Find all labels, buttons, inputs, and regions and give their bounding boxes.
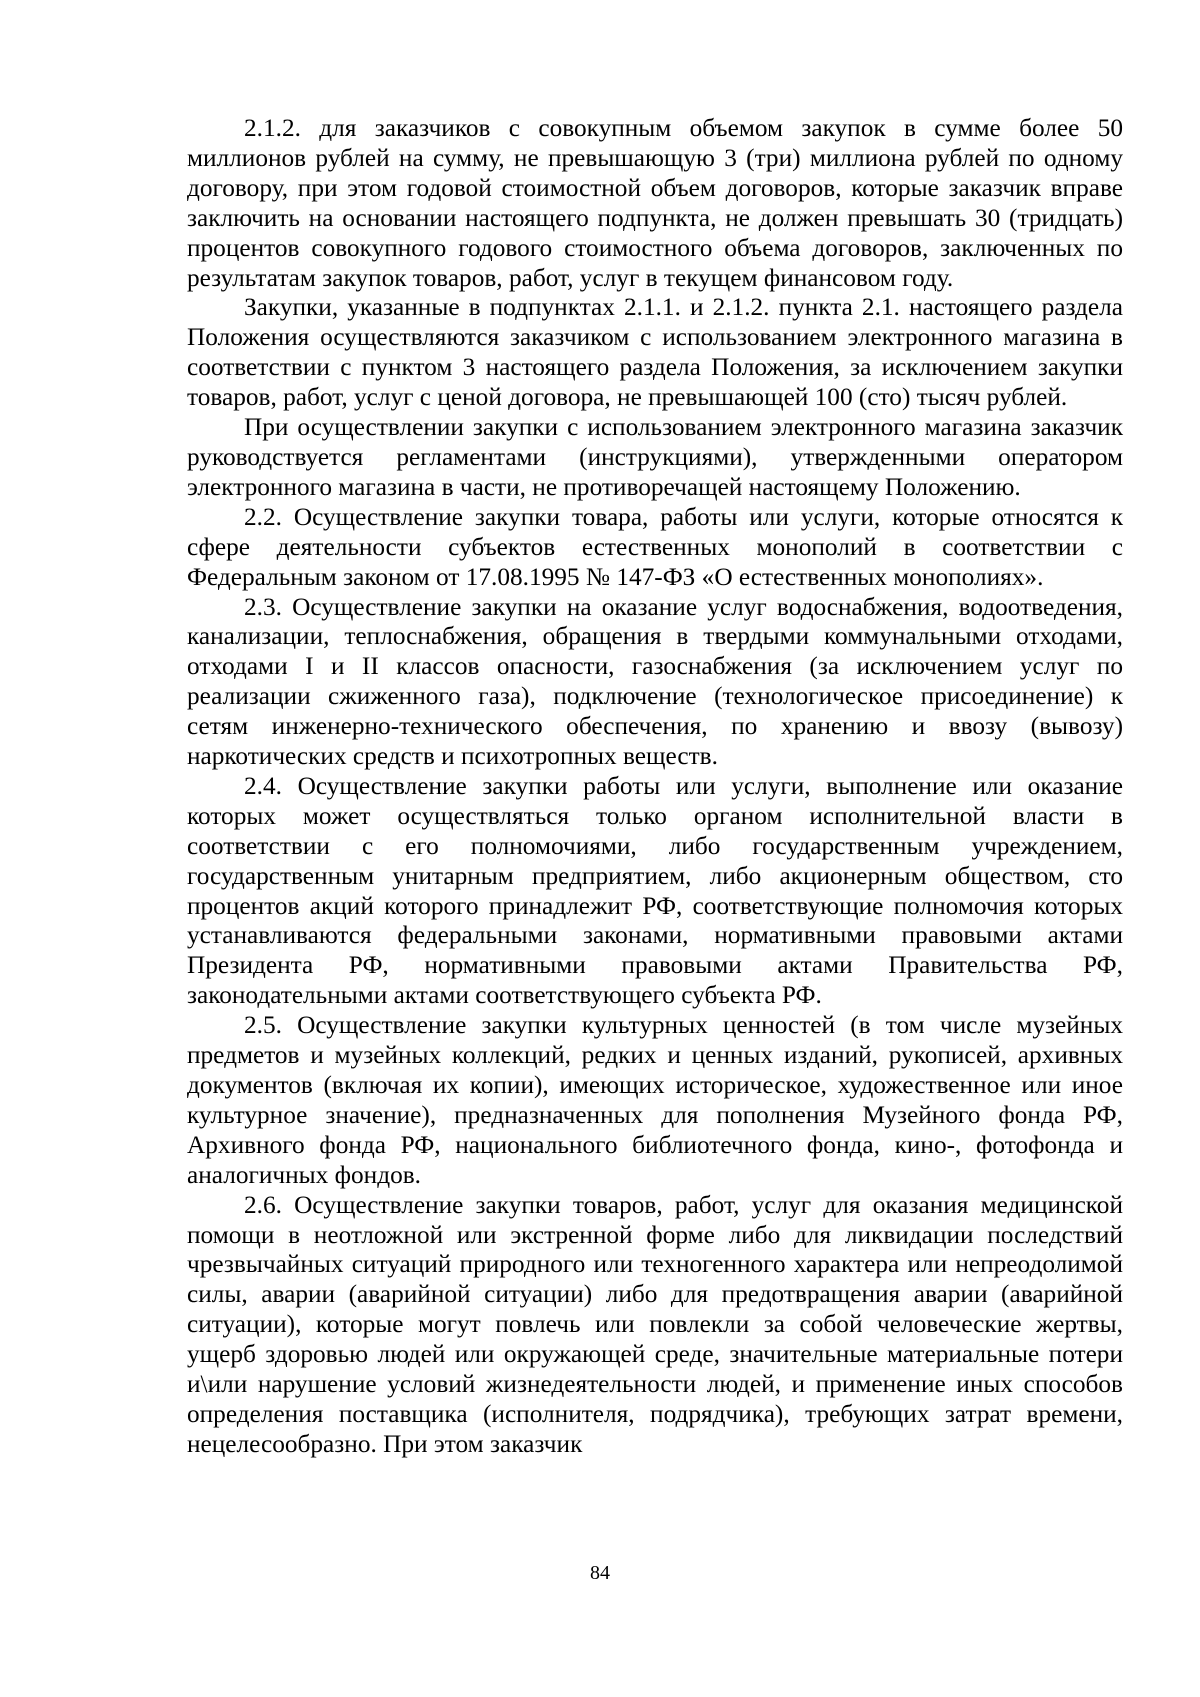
document-body [187,114,1123,1460]
paragraph-2-1-2: 2.1.2. для заказчиков с совокупным объемом закупок в сумме более 50 миллионов рублей на сумму, не превышающую 3 (три) миллиона рублей по одному договору, при этом годовой стоимостной объем договоров, которые заказчик вправе заключить на основании настоящего подпункта, не должен превышать 30 (тридцать) процентов совокупного годового стоимостного объема договоров, заключенных по результатам закупок товаров, работ, услуг в текущем финансовом году. [187,114,1123,292]
paragraph-procurement-e-shop: Закупки, указанные в подпунктах 2.1.1. и 2.1.2. пункта 2.1. настоящего раздела Положения осуществляются заказчиком с использованием электронного магазина в соответствии с пунктом 3 настоящего раздела Положения, за исключением закупки товаров, работ, услуг с ценой договора, не превышающей 100 (сто) тысяч рублей. [187,293,1123,412]
paragraph-2-6: 2.6. Осуществление закупки товаров, работ, услуг для оказания медицинской помощи в неотложной или экстренной форме либо для ликвидации последствий чрезвычайных ситуаций природного или техногенного характера или непреодолимой силы, аварии (аварийной ситуации) либо для предотвращения аварии (аварийной ситуации), которые могут повлечь или повлекли за собой человеческие жертвы, ущерб здоровью людей или окружающей среде, значительные материальные потери и\или нарушение условий жизнедеятельности людей, и применение иных способов определения поставщика (исполнителя, подрядчика), требующих затрат времени, нецелесообразно. При этом заказчик [187,1190,1123,1458]
paragraph-2-2: 2.2. Осуществление закупки товара, работы или услуги, которые относятся к сфере деятельности субъектов естественных монополий в соответствии с Федеральным законом от 17.08.1995 № 147-ФЗ «О естественных монополиях». [187,502,1123,591]
paragraph-e-shop-regulations: При осуществлении закупки с использованием электронного магазина заказчик руководствуется регламентами (инструкциями), утвержденными оператором электронного магазина в части, не противоречащей настоящему Положению. [187,413,1123,501]
paragraph-2-3: 2.3. Осуществление закупки на оказание услуг водоснабжения, водоотведения, канализации, теплоснабжения, обращения в твердыми коммунальными отходами, отходами I и II классов опасности, газоснабжения (за исключением услуг по реализации сжиженного газа), подключение (технологическое присоединение) к сетям инженерно-технического обеспечения, по хранению и ввозу (вывозу) наркотических средств и психотропных веществ. [187,592,1123,771]
paragraph-2-5: 2.5. Осуществление закупки культурных ценностей (в том числе музейных предметов и музейных коллекций, редких и ценных изданий, рукописей, архивных документов (включая их копии), имеющих историческое, художественное или иное культурное значение), предназначенных для пополнения Музейного фонда РФ, Архивного фонда РФ, национального библиотечного фонда, кино-, фотофонда и аналогичных фондов. [187,1011,1123,1189]
paragraph-2-4: 2.4. Осуществление закупки работы или услуги, выполнение или оказание которых может осуществляться только органом исполнительной власти в соответствии с его полномочиями, либо государственным учреждением, государственным унитарным предприятием, либо акционерным обществом, сто процентов акций которого принадлежит РФ, соответствующие полномочия которых устанавливаются федеральными законами, нормативными правовыми актами Президента РФ, нормативными правовыми актами Правительства РФ, законодательными актами соответствующего субъекта РФ. [187,771,1123,1010]
page-number: 84 [590,1562,610,1584]
